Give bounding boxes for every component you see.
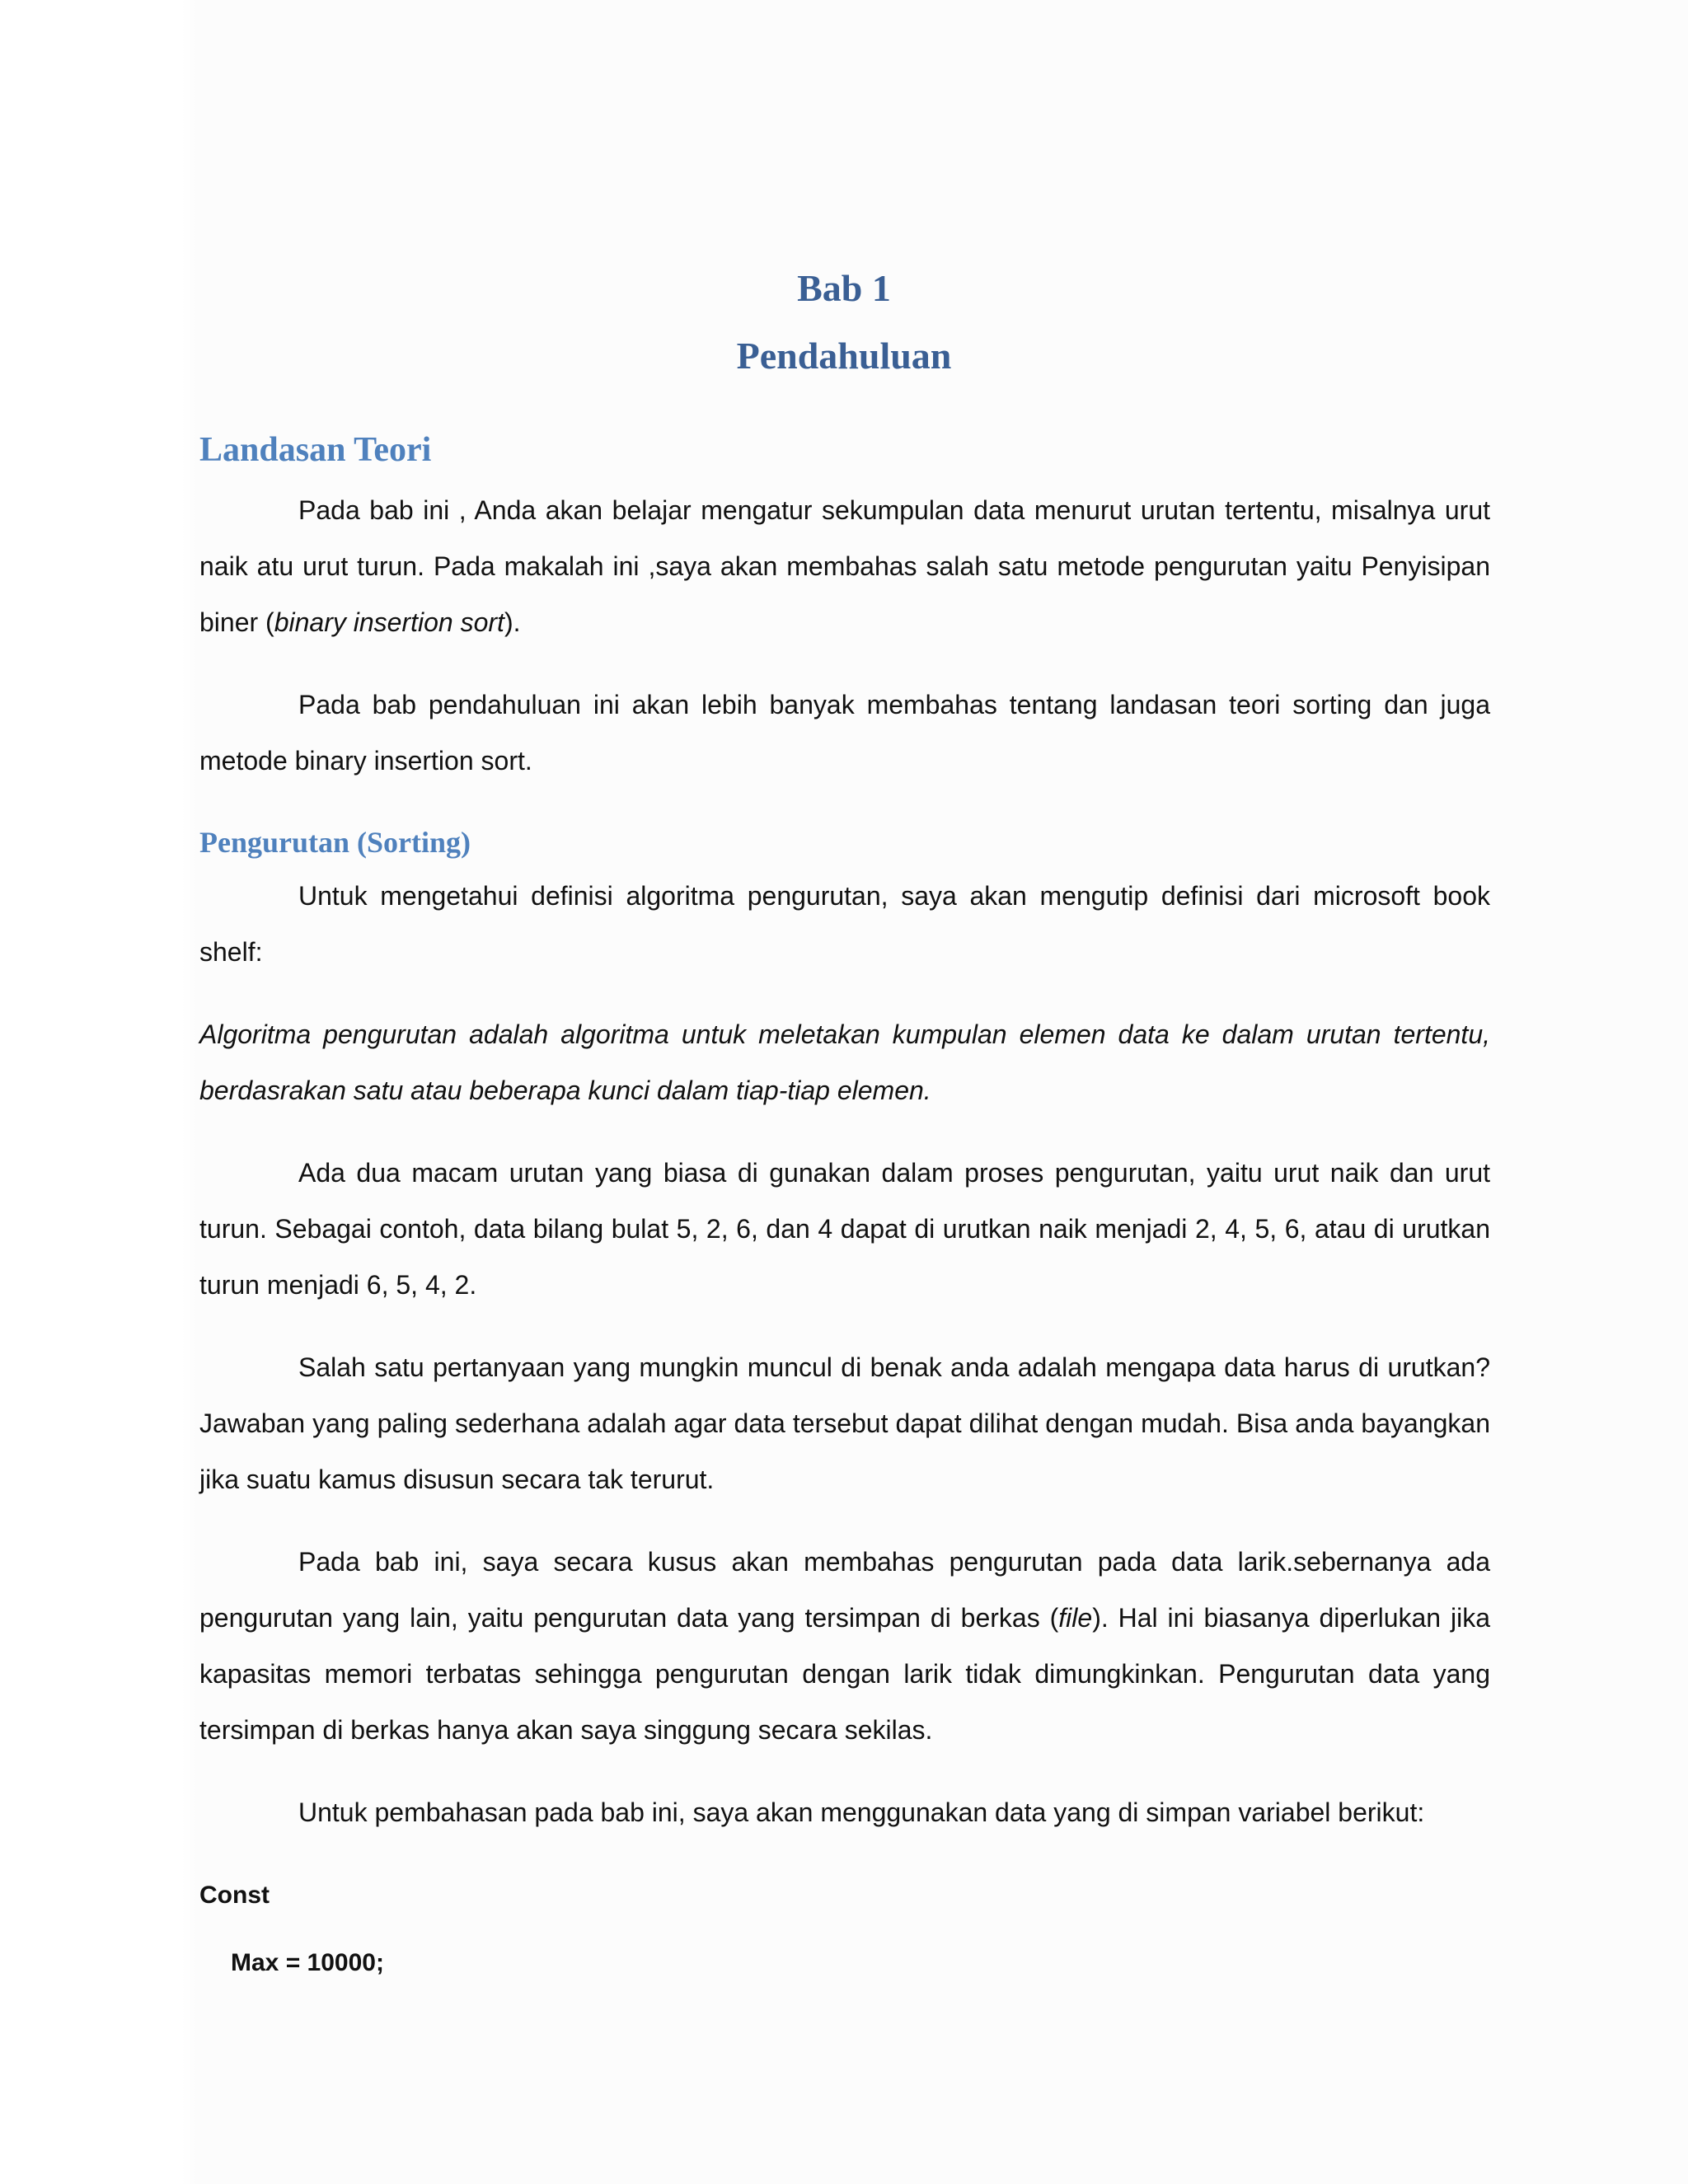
code-line-const: Const	[199, 1882, 270, 1909]
paragraph-intro-text: Pada bab ini , Anda akan belajar mengatur sekumpulan data menurut urutan tertentu, misalnya urut naik atu urut turun. Pada makalah ini ,saya akan membahas salah satu metode pengurutan yaitu Penyisipan biner (	[199, 495, 1490, 637]
chapter-title: Pendahuluan	[736, 335, 952, 377]
paragraph-pertanyaan: Salah satu pertanyaan yang mungkin muncul di benak anda adalah mengapa data harus di urutkan? Jawaban yang paling sederhana adalah agar data tersebut dapat dilihat dengan mudah. Bisa anda bayangkan jika suatu kamus disusun secara tak terurut.	[199, 1352, 1490, 1494]
paragraph-intro-italic: binary insertion sort	[274, 607, 504, 637]
paragraph-intro	[199, 482, 1490, 650]
paragraph-larik-italic: file	[1058, 1603, 1093, 1633]
paragraph-macam-urutan: Ada dua macam urutan yang biasa di gunakan dalam proses pengurutan, yaitu urut naik dan urut turun. Sebagai contoh, data bilang bulat 5, 2, 6, dan 4 dapat di urutkan naik menjadi 2, 4, 5, 6, atau di urutkan turun menjadi 6, 5, 4, 2.	[199, 1158, 1490, 1300]
paragraph-larik	[199, 1534, 1490, 1758]
section-heading-landasan-teori: Landasan Teori	[199, 431, 432, 469]
section-heading-pengurutan: Pengurutan (Sorting)	[199, 826, 471, 859]
code-line-max: Max = 10000;	[231, 1949, 384, 1976]
paragraph-intro-text-end: ).	[504, 607, 521, 637]
paragraph-variabel: Untuk pembahasan pada bab ini, saya akan menggunakan data yang di simpan variabel berikut:	[298, 1797, 1425, 1827]
paragraph-definisi: Untuk mengetahui definisi algoritma pengurutan, saya akan mengutip definisi dari microsoft book shelf:	[199, 881, 1490, 967]
paragraph-pendahuluan: Pada bab pendahuluan ini akan lebih banyak membahas tentang landasan teori sorting dan juga metode binary insertion sort.	[199, 690, 1490, 776]
paragraph-larik-text: Pada bab ini, saya secara kusus akan membahas pengurutan pada data larik.sebernanya ada pengurutan yang lain, yaitu pengurutan data yang tersimpan di berkas (	[199, 1547, 1490, 1633]
definition-quote: Algoritma pengurutan adalah algoritma untuk meletakan kumpulan elemen data ke dalam urutan tertentu, berdasrakan satu atau beberapa kunci dalam tiap-tiap elemen.	[199, 1019, 1490, 1105]
chapter-number: Bab 1	[797, 267, 891, 309]
paragraph-larik-text-end: ). Hal ini biasanya diperlukan jika kapasitas memori terbatas sehingga pengurutan dengan larik tidak dimungkinkan. Pengurutan data yang tersimpan di berkas hanya akan saya singgung secara sekilas.	[199, 1603, 1491, 1745]
